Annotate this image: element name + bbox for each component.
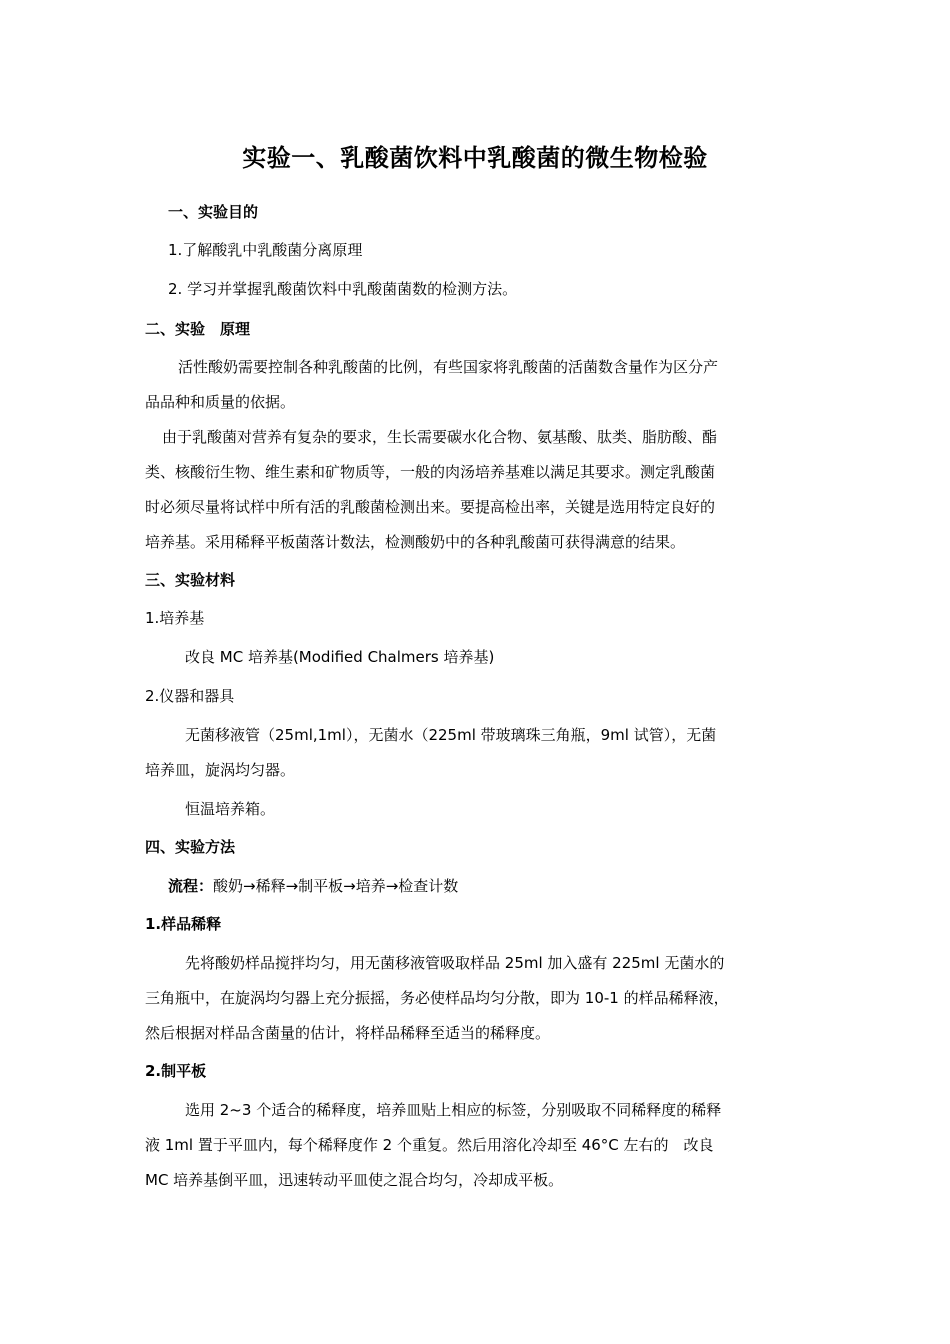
methods-flow-text: 酸奶→稀释→制平板→培养→检查计数: [213, 877, 459, 895]
dilution-line1: 先将酸奶样品搅拌均匀，用无菌移液管吸取样品 25ml 加入盛有 225ml 无菌水的: [185, 954, 725, 972]
methods-flow: [168, 875, 458, 897]
methods-flow-label: 流程：: [168, 877, 214, 895]
document-title: 实验一、乳酸菌饮料中乳酸菌的微生物检验: [242, 144, 708, 172]
materials-instruments-line1: 无菌移液管（25ml,1ml），无菌水（225ml 带玻璃珠三角瓶，9ml 试管），无菌: [185, 726, 717, 744]
principle-p1-line1: 活性酸奶需要控制各种乳酸菌的比例，有些国家将乳酸菌的活菌数含量作为区分产: [178, 358, 719, 376]
section-heading-principle: 二、实验 原理: [145, 320, 251, 338]
materials-incubator: 恒温培养箱。: [185, 800, 276, 818]
materials-sub-medium: 1.培养基: [145, 609, 205, 627]
principle-p1-line2: 品品种和质量的依据。: [145, 393, 296, 411]
plating-line2: 液 1ml 置于平皿内，每个稀释度作 2 个重复。然后用溶化冷却至 46°C 左右的 改良: [145, 1136, 714, 1154]
purpose-item-2: 2. 学习并掌握乳酸菌饮料中乳酸菌菌数的检测方法。: [168, 280, 518, 298]
section-heading-methods: 四、实验方法: [145, 838, 236, 856]
materials-medium-text: 改良 MC 培养基(Modified Chalmers 培养基): [185, 648, 495, 666]
methods-sub-dilution: 1.样品稀释: [145, 915, 222, 933]
materials-sub-instruments: 2.仪器和器具: [145, 687, 235, 705]
plating-line1: 选用 2~3 个适合的稀释度，培养皿贴上相应的标签，分别吸取不同稀释度的稀释: [185, 1101, 722, 1119]
principle-p2-line4: 培养基。采用稀释平板菌落计数法，检测酸奶中的各种乳酸菌可获得满意的结果。: [145, 533, 686, 551]
dilution-line2: 三角瓶中，在旋涡均匀器上充分振摇，务必使样品均匀分散，即为 10-1 的样品稀释液，: [145, 989, 729, 1007]
materials-instruments-line2: 培养皿，旋涡均匀器。: [145, 761, 296, 779]
section-heading-materials: 三、实验材料: [145, 571, 236, 589]
dilution-line3: 然后根据对样品含菌量的估计，将样品稀释至适当的稀释度。: [145, 1024, 551, 1042]
principle-p2-line1: 由于乳酸菌对营养有复杂的要求，生长需要碳水化合物、氨基酸、肽类、脂肪酸、酯: [162, 428, 718, 446]
section-heading-purpose: 一、实验目的: [168, 203, 259, 221]
purpose-item-1: 1.了解酸乳中乳酸菌分离原理: [168, 241, 363, 259]
principle-p2-line2: 类、核酸衍生物、维生素和矿物质等，一般的肉汤培养基难以满足其要求。测定乳酸菌: [145, 463, 716, 481]
principle-p2-line3: 时必须尽量将试样中所有活的乳酸菌检测出来。要提高检出率，关键是选用特定良好的: [145, 498, 716, 516]
methods-sub-plating: 2.制平板: [145, 1062, 207, 1080]
plating-line3: MC 培养基倒平皿，迅速转动平皿使之混合均匀，冷却成平板。: [145, 1171, 564, 1189]
